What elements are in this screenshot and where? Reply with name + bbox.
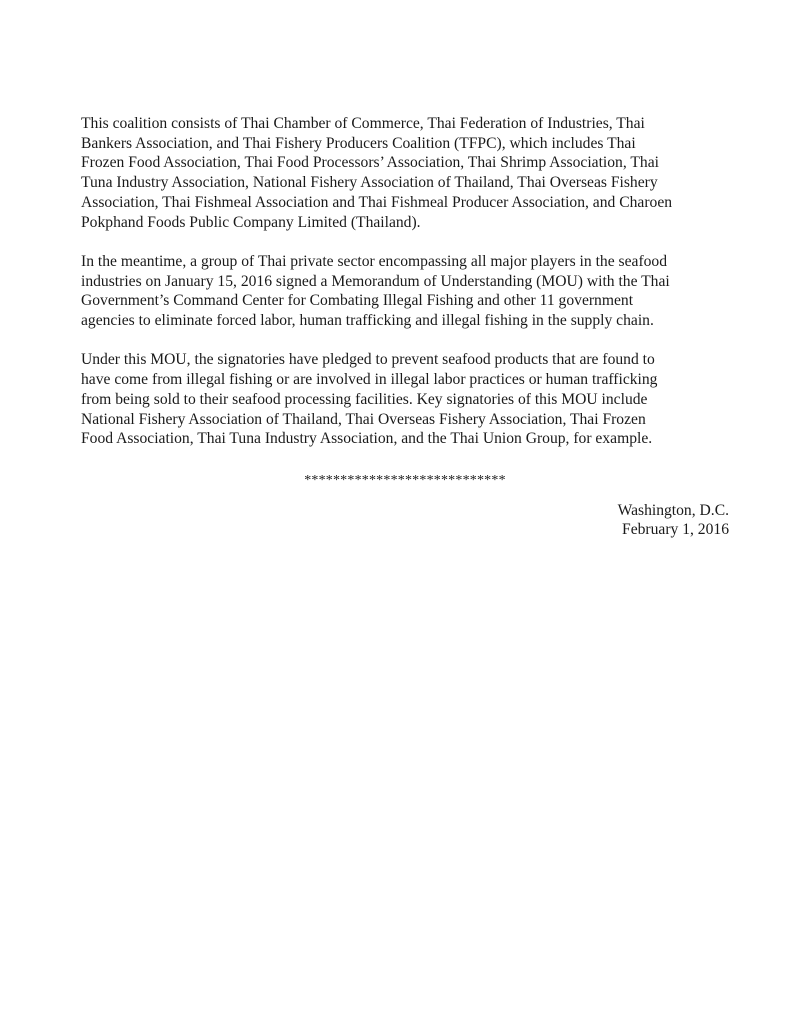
section-separator: **************************** <box>304 472 506 488</box>
signature-place: Washington, D.C. <box>617 501 729 519</box>
paragraph-mou-pledge: Under this MOU, the signatories have pledged to prevent seafood products that are found to have come from illegal fishing or are involved in illegal labor practices or human trafficking from being sold to their seafood processing facilities. Key signatories of this MOU include National Fishery Association of Thailand, Thai Overseas Fishery Association, Thai Frozen Food Association, Thai Tuna Industry Association, and the Thai Union Group, for example. <box>81 351 658 448</box>
signature-block <box>81 501 729 540</box>
paragraph-coalition: This coalition consists of Thai Chamber of Commerce, Thai Federation of Industries, Thai Bankers Association, and Thai Fishery Producers Coalition (TFPC), which includes Thai Frozen Food Association, Thai Food Processors’ Association, Thai Shrimp Association, Thai Tuna Industry Association, National Fishery Association of Thailand, Thai Overseas Fishery Association, Thai Fishmeal Association and Thai Fishmeal Producer Association, and Charoen Pokphand Foods Public Company Limited (Thailand). <box>81 115 673 231</box>
paragraph-mou-signing: In the meantime, a group of Thai private sector encompassing all major players in the seafood industries on January 15, 2016 signed a Memorandum of Understanding (MOU) with the Thai Government’s Command Center for Combating Illegal Fishing and other 11 government agencies to eliminate forced labor, human trafficking and illegal fishing in the supply chain. <box>81 252 670 330</box>
document-body <box>81 114 729 540</box>
signature-date: February 1, 2016 <box>622 521 729 539</box>
